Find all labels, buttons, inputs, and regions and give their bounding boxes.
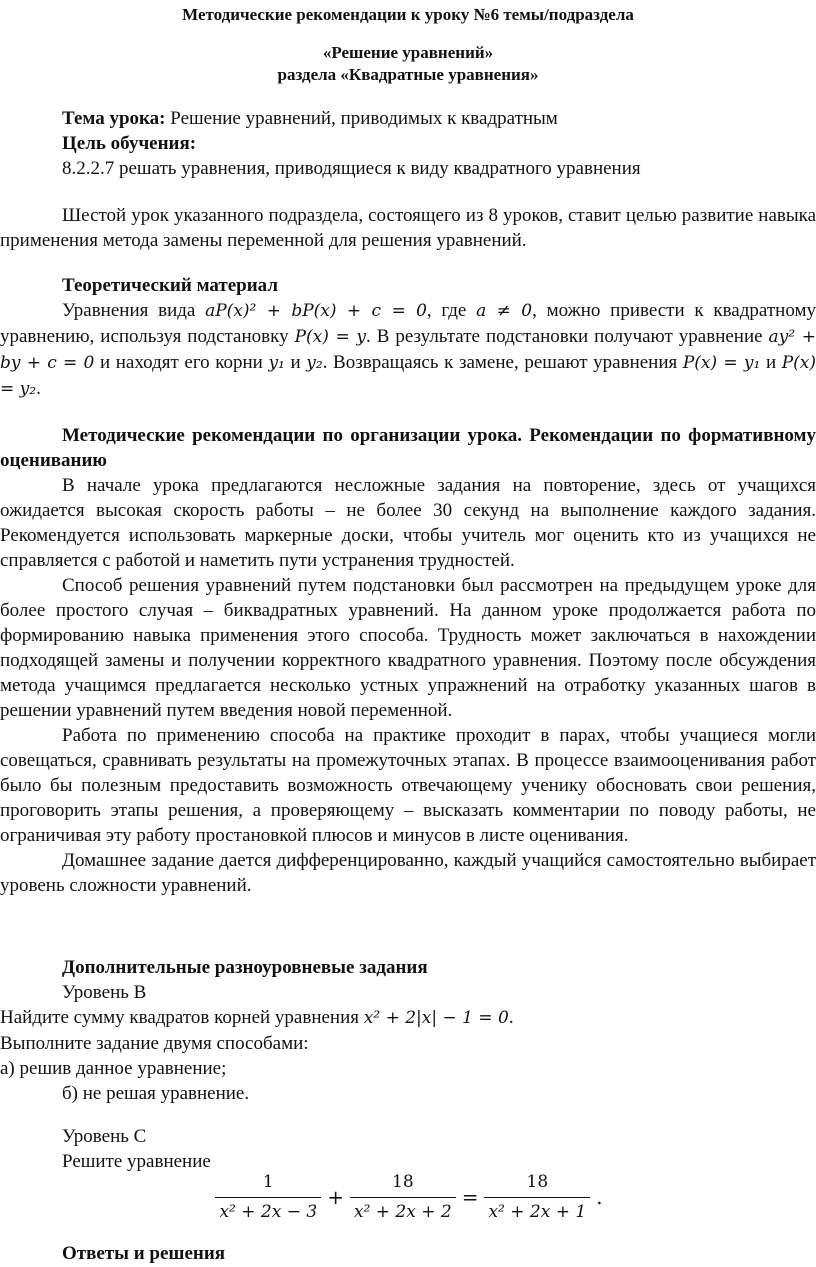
methods-paragraph-4: Домашнее задание дается дифференцированно, каждый учащийся самостоятельно выбирает уровень сложности уравнений.	[0, 850, 816, 896]
intro-paragraph: Шестой урок указанного подраздела, состоящего из 8 уроков, ставит целью развитие навыка применения метода замены переменной для решения уравнений.	[0, 205, 816, 251]
formula: y₁	[268, 353, 285, 373]
methods-paragraph-2: Способ решения уравнений путем подстановки был рассмотрен на предыдущем уроке для более простого случая – биквадратных уравнений. На данном уроке продолжается работа по формированию навыка применения этого способа. Трудность может заключаться в нахождении подходящей замены и получении корректного квадратного уравнения. Поэтому после обсуждения метода учащимся предлагается несколько устных упражнений на отработку указанных шагов в решении уравнений путем введения новой переменной.	[0, 575, 816, 721]
tasks-section	[0, 955, 816, 1106]
formula: x² + 2|x| − 1 = 0	[363, 1008, 509, 1028]
period: .	[596, 1185, 603, 1209]
numerator: 1	[262, 1172, 274, 1192]
fraction-2	[350, 1170, 456, 1225]
methods-section	[0, 423, 816, 898]
fraction-1	[215, 1170, 321, 1225]
document-header	[0, 4, 816, 86]
lesson-intro	[0, 203, 816, 253]
task-b-statement: Найдите сумму квадратов корней уравнения x² + 2|x| − 1 = 0.	[0, 1007, 514, 1028]
level-c-label: Уровень С	[62, 1126, 147, 1147]
topic-label: Тема урока:	[62, 108, 166, 129]
task-b-methods: Выполните задание двумя способами:	[0, 1033, 309, 1054]
fraction-3	[484, 1170, 590, 1225]
methods-paragraph-1: В начале урока предлагаются несложные задания на повторение, здесь от учащихся ожидается высокая скорость работы – не более 30 секунд на выполнение каждого задания. Рекомендуется использовать маркерные доски, чтобы учитель мог оценить кто из учащихся не справляется с работой и наметить пути устранения трудностей.	[0, 475, 816, 571]
denominator: x² + 2x − 3	[215, 1197, 321, 1225]
formula: P(x) = y₁	[682, 353, 761, 373]
header-line-3: раздела «Квадратные уравнения»	[277, 65, 539, 84]
fraction-equation	[0, 1170, 816, 1225]
header-line-2: «Решение уравнений»	[322, 43, 494, 62]
lesson-info	[0, 106, 816, 181]
task-b-option-b: б) не решая уравнение.	[62, 1083, 250, 1104]
topic-text: Решение уравнений, приводимых к квадратным	[165, 108, 558, 129]
header-line-1: Методические рекомендации к уроку №6 темы/подраздела	[182, 5, 634, 24]
numerator: 18	[526, 1172, 549, 1192]
formula: P(x) = y₂	[0, 353, 816, 399]
level-b-label: Уровень В	[62, 982, 147, 1003]
task-c-statement: Решите уравнение	[62, 1151, 211, 1172]
formula: P(x) = y	[294, 327, 366, 347]
equals-sign: =	[461, 1185, 479, 1209]
theory-section	[0, 273, 816, 402]
goal-text: 8.2.2.7 решать уравнения, приводящиеся к виду квадратного уравнения	[62, 158, 641, 179]
denominator: x² + 2x + 1	[484, 1197, 590, 1225]
numerator: 18	[392, 1172, 414, 1192]
level-c-section	[0, 1124, 816, 1174]
plus-sign: +	[327, 1185, 344, 1209]
formula: a ≠ 0	[476, 301, 533, 321]
answers-section	[0, 1241, 816, 1266]
denominator: x² + 2x + 2	[350, 1197, 456, 1225]
methods-paragraph-3: Работа по применению способа на практике проходит в парах, чтобы учащиеся могли совещаться, сравнивать результаты на промежуточных этапах. В процессе взаимооценивания работ было бы полезным предоставить возможность отвечающему ученику обосновать свои решения, проговорить этапы решения, а проверяющему – высказать комментарии по поводу работы, не ограничивая эту работу простановкой плюсов и минусов в листе оценивания.	[0, 725, 816, 846]
formula: y₂	[306, 353, 323, 373]
theory-paragraph: Уравнения вида aP(x)² + bP(x) + c = 0, где a ≠ 0, можно привести к квадратному уравнению, используя подстановку P(x) = y. В результате подстановки получают уравнение ay² + by + c = 0 и находят его корни y₁ и y₂. Возвращаясь к замене, решают уравнения P(x) = y₁ и P(x) = y₂.	[0, 300, 816, 399]
answers-heading: Ответы и решения	[62, 1243, 226, 1264]
formula: aP(x)² + bP(x) + c = 0	[205, 301, 427, 321]
formula: ay² + by + c = 0	[0, 327, 816, 373]
lesson-topic	[0, 106, 816, 131]
tasks-heading: Дополнительные разноуровневые задания	[62, 957, 428, 978]
task-b-option-a: а) решив данное уравнение;	[0, 1058, 227, 1079]
theory-heading: Теоретический материал	[62, 275, 278, 296]
goal-label: Цель обучения:	[62, 133, 197, 154]
methods-heading: Методические рекомендации по организации урока. Рекомендации по формативному оцениванию	[0, 425, 816, 471]
